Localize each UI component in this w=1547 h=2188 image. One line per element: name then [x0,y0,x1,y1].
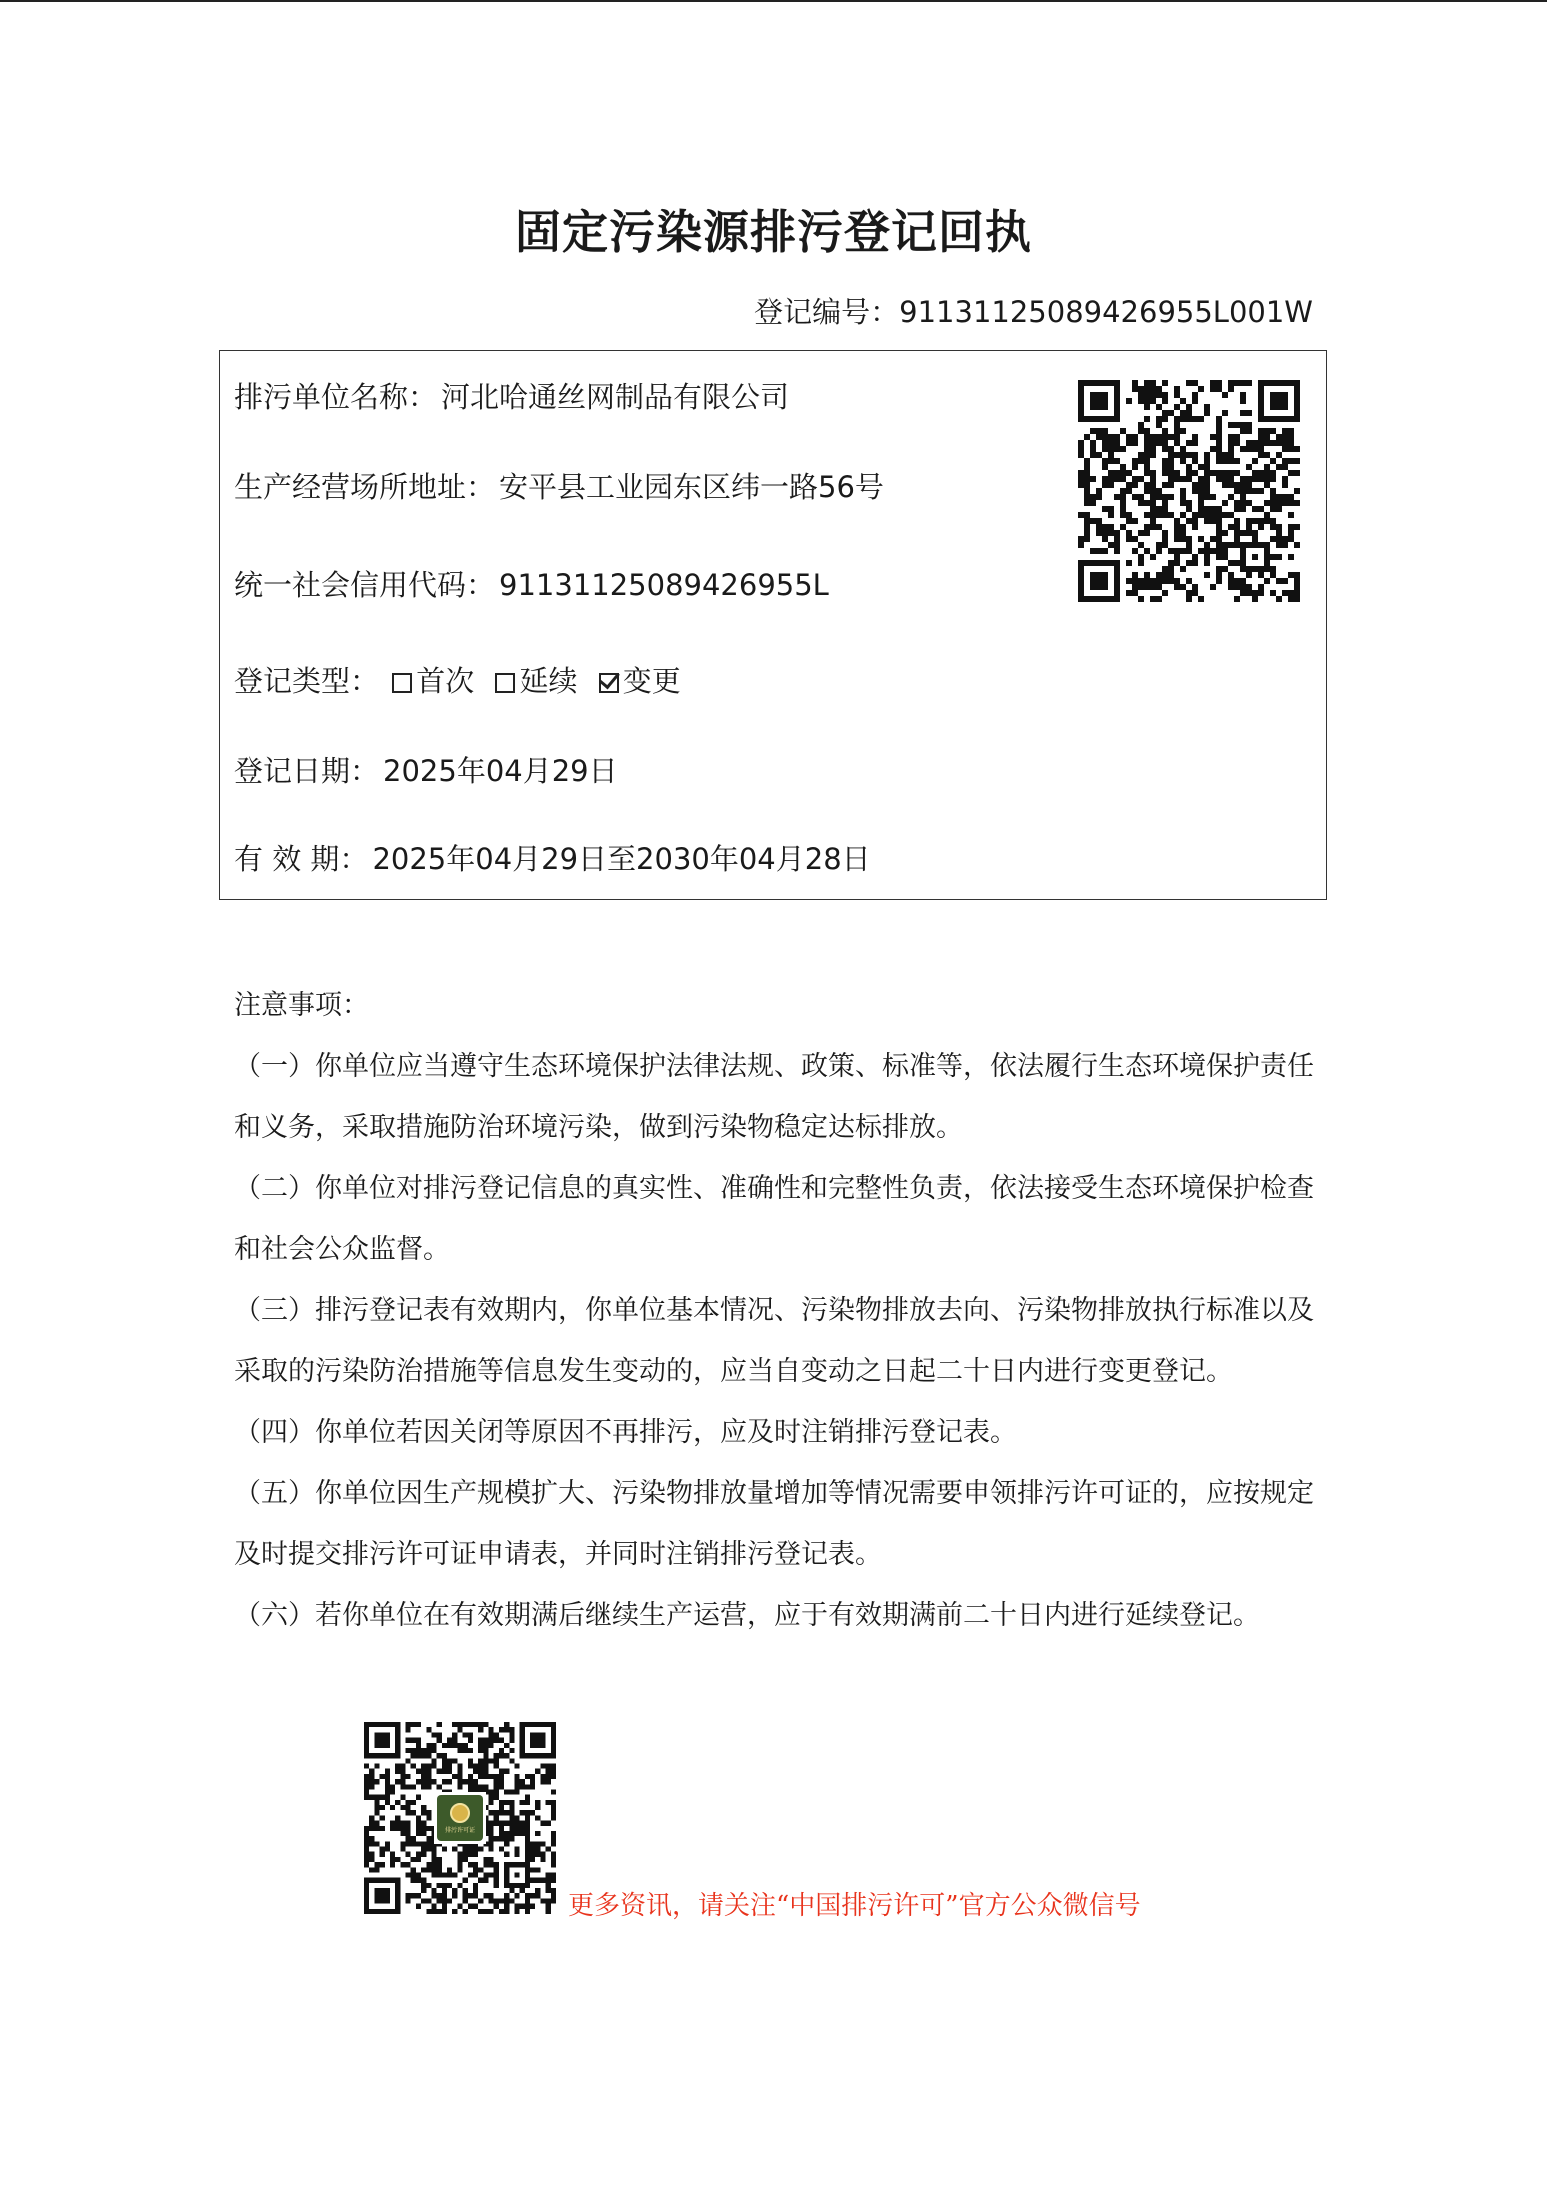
address-value: 安平县工业园东区纬一路56号 [499,470,884,504]
validity-label: 有 效 期： [234,842,369,876]
address-label: 生产经营场所地址： [234,470,496,504]
credit-code-value: 91131125089426955L [499,568,829,602]
notes-section [234,975,1314,1646]
address-row [234,465,884,506]
validity-row [234,837,871,878]
wechat-logo [434,1792,486,1844]
registration-number: 登记编号：91131125089426955L001W [754,295,1313,329]
option-change: 变更 [599,664,681,698]
unit-name-label: 排污单位名称： [234,380,438,414]
credit-code-label: 统一社会信用代码： [234,568,496,602]
checkbox-icon [495,673,515,693]
emblem-icon [450,1803,470,1823]
unit-name-row [234,375,789,416]
note-item-3: （三）排污登记表有效期内，你单位基本情况、污染物排放去向、污染物排放执行标准以及采取的污染防治措施等信息发生变动的，应当自变动之日起二十日内进行变更登记。 [234,1295,1314,1387]
registration-qr-code [1078,380,1300,602]
registration-date-label: 登记日期： [234,754,380,788]
footer-wechat-notice: 更多资讯，请关注“中国排污许可”官方公众微信号 [568,1891,1141,1921]
registration-type-label: 登记类型： [234,664,380,698]
checked-checkbox-icon [599,673,619,693]
note-item-6: （六）若你单位在有效期满后继续生产运营，应于有效期满前二十日内进行延续登记。 [234,1600,1260,1631]
notes-heading: 注意事项： [234,990,369,1021]
registration-date-value: 2025年04月29日 [383,754,618,788]
note-item-5: （五）你单位因生产规模扩大、污染物排放量增加等情况需要申领排污许可证的，应按规定及时提交排污许可证申请表，并同时注销排污登记表。 [234,1478,1314,1570]
validity-value: 2025年04月29日至2030年04月28日 [372,842,871,876]
wechat-logo-text: 排污许可证 [444,1826,475,1834]
checkbox-icon [392,673,412,693]
top-border-line [0,0,1547,2]
note-item-4: （四）你单位若因关闭等原因不再排污，应及时注销排污登记表。 [234,1417,1017,1448]
option-first-time: 首次 [392,664,474,698]
note-item-2: （二）你单位对排污登记信息的真实性、准确性和完整性负责，依法接受生态环境保护检查和社会公众监督。 [234,1173,1314,1265]
unit-name-value: 河北哈通丝网制品有限公司 [441,380,790,414]
note-item-1: （一）你单位应当遵守生态环境保护法律法规、政策、标准等，依法履行生态环境保护责任和义务，采取措施防治环境污染，做到污染物稳定达标排放。 [234,1051,1314,1143]
document-title: 固定污染源排污登记回执 [515,205,1032,259]
credit-code-row [234,563,829,604]
registration-date-row [234,749,618,790]
option-renewal: 延续 [495,664,577,698]
registration-type-row [234,659,693,700]
